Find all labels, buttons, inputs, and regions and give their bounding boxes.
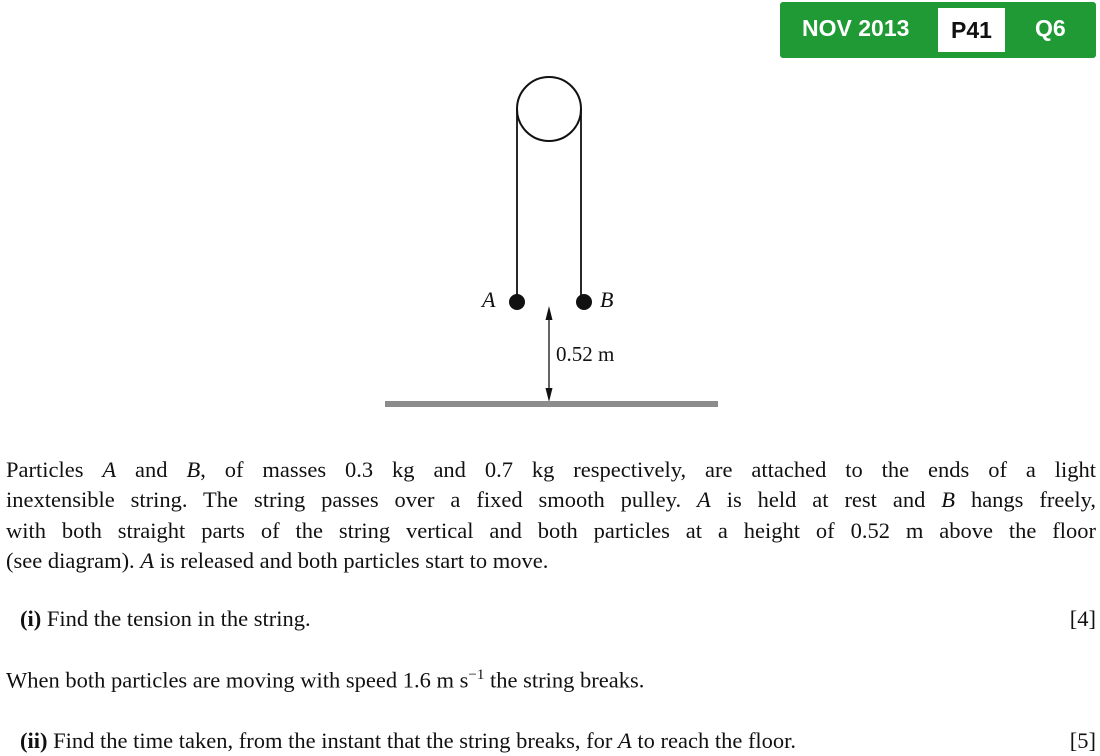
part-i-number: (i) [20, 606, 42, 631]
part-i-text: Find the tension in the string. [46, 606, 311, 631]
part-ii-question [20, 728, 796, 754]
part-ii-marks: [5] [1069, 728, 1096, 753]
unit-superscript: −1 [468, 667, 485, 683]
part-ii-number: (ii) [20, 728, 48, 753]
exam-session-label: NOV 2013 [802, 15, 910, 41]
statement-text-before: When both particles are moving with speed 1.6 m s [6, 667, 469, 693]
part-ii-text: Find the time taken, from the instant that the string breaks, for A to reach the floor. [53, 728, 797, 753]
particle-b [576, 294, 592, 310]
string-breaks-statement [6, 667, 644, 694]
question-introduction [6, 455, 1096, 576]
intro-line: with both straight parts of the string vertical and both particles at a height of 0.52 m above the floor [6, 517, 1096, 543]
statement-text-after: the string breaks. [484, 667, 645, 693]
part-i-question [20, 606, 311, 632]
intro-line: Particles A and B, of masses 0.3 kg and 0.7 kg respectively, are attached to the ends of a light [6, 457, 1096, 482]
particle-a-label: A [482, 287, 496, 312]
intro-line: inextensible string. The string passes over a fixed smooth pulley. A is held at rest and B hangs freely, [6, 487, 1096, 513]
pulley-wheel [517, 77, 581, 141]
question-number-label: Q6 [1035, 15, 1066, 41]
floor [385, 401, 718, 407]
paper-number-label: P41 [938, 8, 1005, 52]
height-arrow-up-icon [546, 306, 553, 320]
height-label: 0.52 m [556, 342, 615, 366]
particle-a [509, 294, 525, 310]
intro-line: (see diagram). A is released and both particles start to move. [6, 547, 549, 573]
height-arrow-down-icon [546, 388, 553, 402]
particle-b-label: B [600, 287, 614, 312]
part-i-marks: [4] [1069, 606, 1096, 631]
